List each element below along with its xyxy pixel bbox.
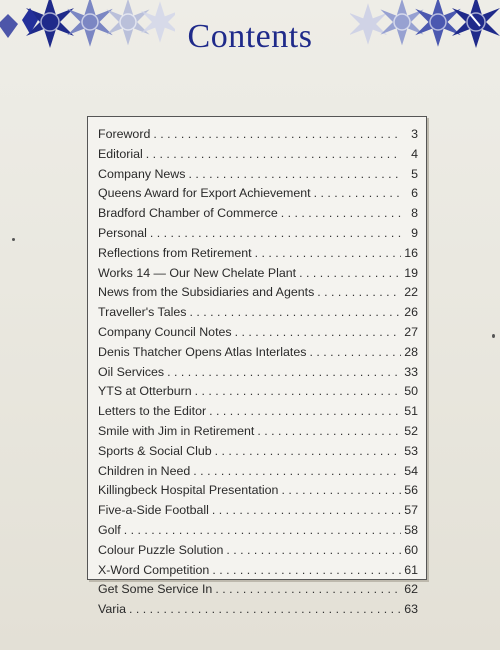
toc-entry-title: Five-a-Side Football bbox=[98, 503, 209, 518]
dot-leader bbox=[209, 402, 401, 422]
contents-box bbox=[87, 116, 427, 617]
toc-entry bbox=[98, 343, 418, 363]
toc-entry-title: Denis Thatcher Opens Atlas Interlates bbox=[98, 344, 307, 359]
toc-entry bbox=[98, 283, 418, 303]
toc-entry bbox=[98, 323, 418, 343]
toc-entry bbox=[98, 303, 418, 323]
dot-leader bbox=[309, 343, 401, 363]
paper-speck bbox=[492, 334, 495, 338]
dot-leader bbox=[193, 462, 401, 482]
toc-entry-page-number: 57 bbox=[404, 503, 418, 518]
toc-entry bbox=[98, 145, 418, 165]
toc-entry-page-number: 60 bbox=[404, 542, 418, 557]
toc-entry bbox=[98, 204, 418, 224]
toc-entry-page-number: 26 bbox=[404, 305, 418, 320]
toc-entry-page-number: 22 bbox=[404, 285, 418, 300]
toc-entry-title: Traveller's Tales bbox=[98, 305, 187, 320]
toc-entry bbox=[98, 561, 418, 581]
toc-entry-title: Foreword bbox=[98, 127, 151, 141]
toc-entry bbox=[98, 501, 418, 521]
dot-leader bbox=[188, 165, 401, 185]
toc-entry-title: Golf bbox=[98, 522, 121, 537]
toc-entry-page-number: 5 bbox=[411, 166, 418, 181]
toc-entry-title: News from the Subsidiaries and Agents bbox=[98, 285, 315, 300]
toc-entry bbox=[98, 363, 418, 383]
contents-list bbox=[98, 125, 418, 620]
toc-entry-page-number: 63 bbox=[404, 602, 418, 617]
toc-entry-title: Children in Need bbox=[98, 463, 191, 478]
toc-entry-title: Sports & Social Club bbox=[98, 443, 212, 458]
toc-entry-title: Bradford Chamber of Commerce bbox=[98, 206, 278, 221]
toc-entry bbox=[98, 442, 418, 462]
toc-entry bbox=[98, 382, 418, 402]
toc-entry-title: Varia bbox=[98, 602, 127, 617]
dot-leader bbox=[215, 580, 401, 600]
toc-entry bbox=[98, 125, 418, 145]
toc-entry-title: Get Some Service In bbox=[98, 582, 213, 597]
toc-entry-title: Oil Services bbox=[98, 364, 165, 379]
dot-leader bbox=[235, 323, 401, 343]
dot-leader bbox=[195, 382, 401, 402]
toc-entry-title: Works 14 — Our New Chelate Plant bbox=[98, 265, 297, 280]
toc-entry-title: Editorial bbox=[98, 146, 143, 161]
toc-entry-page-number: 62 bbox=[404, 582, 418, 597]
toc-entry-page-number: 9 bbox=[411, 225, 418, 240]
toc-entry-title: Smile with Jim in Retirement bbox=[98, 423, 255, 438]
dot-leader bbox=[317, 283, 401, 303]
toc-entry-title: Company News bbox=[98, 166, 186, 181]
dot-leader bbox=[212, 561, 401, 581]
dot-leader bbox=[226, 541, 401, 561]
toc-entry-page-number: 33 bbox=[404, 364, 418, 379]
toc-entry bbox=[98, 541, 418, 561]
dot-leader bbox=[257, 422, 401, 442]
toc-entry-title: Company Council Notes bbox=[98, 324, 232, 339]
page-title: Contents bbox=[187, 18, 313, 55]
dot-leader bbox=[124, 521, 401, 541]
dot-leader bbox=[153, 125, 401, 145]
toc-entry bbox=[98, 422, 418, 442]
toc-entry-page-number: 3 bbox=[411, 127, 418, 141]
toc-entry-page-number: 50 bbox=[404, 384, 418, 399]
dot-leader bbox=[299, 264, 401, 284]
toc-entry-page-number: 28 bbox=[404, 344, 418, 359]
paper-speck bbox=[12, 238, 15, 241]
dot-leader bbox=[150, 224, 401, 244]
dot-leader bbox=[146, 145, 401, 165]
dot-leader bbox=[215, 442, 401, 462]
toc-entry-page-number: 56 bbox=[404, 483, 418, 498]
toc-entry bbox=[98, 244, 418, 264]
toc-entry-page-number: 52 bbox=[404, 423, 418, 438]
toc-entry-title: Colour Puzzle Solution bbox=[98, 542, 224, 557]
dot-leader bbox=[281, 481, 401, 501]
toc-entry-title: YTS at Otterburn bbox=[98, 384, 192, 399]
dot-leader bbox=[212, 501, 401, 521]
toc-entry-page-number: 61 bbox=[404, 562, 418, 577]
toc-entry bbox=[98, 580, 418, 600]
toc-entry-title: Killingbeck Hospital Presentation bbox=[98, 483, 279, 498]
toc-entry bbox=[98, 224, 418, 244]
toc-entry-page-number: 4 bbox=[411, 146, 418, 161]
toc-entry-page-number: 19 bbox=[404, 265, 418, 280]
dot-leader bbox=[167, 363, 401, 383]
toc-entry-title: Letters to the Editor bbox=[98, 404, 207, 419]
toc-entry bbox=[98, 402, 418, 422]
toc-entry bbox=[98, 462, 418, 482]
toc-entry bbox=[98, 481, 418, 501]
toc-entry-title: X-Word Competition bbox=[98, 562, 210, 577]
toc-entry-page-number: 53 bbox=[404, 443, 418, 458]
dot-leader bbox=[189, 303, 401, 323]
toc-entry-title: Personal bbox=[98, 225, 147, 240]
toc-entry-title: Reflections from Retirement bbox=[98, 245, 252, 260]
toc-entry-page-number: 16 bbox=[404, 245, 418, 260]
toc-entry-page-number: 54 bbox=[404, 463, 418, 478]
dot-leader bbox=[255, 244, 401, 264]
dot-leader bbox=[281, 204, 401, 224]
toc-entry-page-number: 8 bbox=[411, 206, 418, 221]
toc-entry-page-number: 6 bbox=[411, 186, 418, 201]
toc-entry bbox=[98, 165, 418, 185]
toc-entry-page-number: 27 bbox=[404, 324, 418, 339]
toc-entry-title: Queens Award for Export Achievement bbox=[98, 186, 311, 201]
toc-entry-page-number: 51 bbox=[404, 404, 418, 419]
toc-entry bbox=[98, 521, 418, 541]
toc-entry bbox=[98, 600, 418, 620]
toc-entry bbox=[98, 264, 418, 284]
dot-leader bbox=[129, 600, 401, 620]
dot-leader bbox=[314, 184, 401, 204]
toc-entry-page-number: 58 bbox=[404, 522, 418, 537]
toc-entry bbox=[98, 184, 418, 204]
